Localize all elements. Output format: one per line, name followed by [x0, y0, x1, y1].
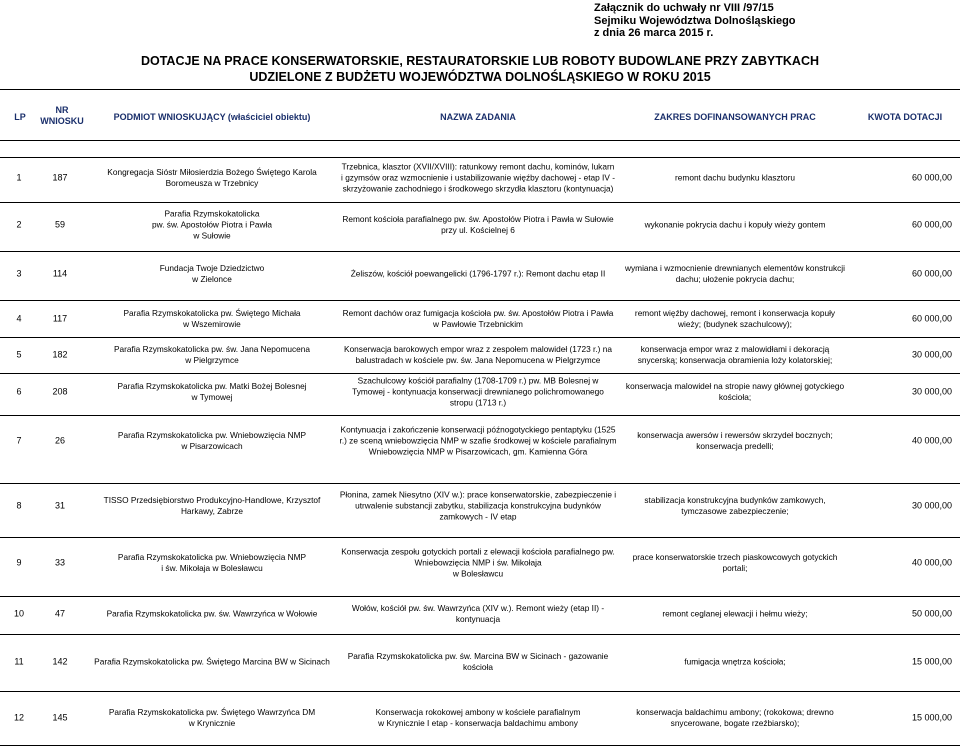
row-task-name [344, 344, 612, 366]
row-applicant [107, 609, 318, 620]
row-task-name-line: w Bolesławcu [452, 568, 504, 579]
row-separator [0, 596, 960, 597]
row-applicant-line: Parafia Rzymskokatolicka pw. Wniebowzięcia NMP [117, 430, 307, 440]
row-task-name-line: Żeliszów, kościół poewangelicki (1796-1797 r.): Remont dachu etap II [350, 268, 606, 279]
row-applicant-line: Parafia Rzymskokatolicka pw. Świętego Marcina BW w Sicinach [94, 656, 330, 667]
header-nr-line-1: NR [55, 105, 69, 115]
document-title-line-1: DOTACJE NA PRACE KONSERWATORSKIE, RESTAURATORSKIE LUB ROBOTY BUDOWLANE PRZY ZABYTKACH [140, 54, 820, 68]
row-task-name [340, 425, 617, 458]
header-bottom-border [0, 140, 960, 141]
row-separator [0, 300, 960, 301]
row-scope-line: snycerowane, bogate rzeźbiarsko); [670, 718, 800, 728]
row-application-number: 31 [54, 500, 66, 511]
row-application-number: 26 [54, 435, 66, 446]
row-grant-amount: 40 000,00 [911, 557, 952, 568]
row-application-number: 208 [52, 386, 68, 397]
row-applicant-line: Parafia Rzymskokatolicka pw. św. Jana Nepomucena [114, 344, 310, 354]
row-applicant-line: Fundacja Twoje Dziedzictwo [159, 263, 265, 273]
row-task-name-line: Trzebnica, klasztor (XVII/XVIII): ratunkowy remont dachu, kominów, lukarn [341, 161, 615, 172]
row-application-number: 59 [54, 219, 66, 230]
row-scope-line: tymczasowe zabezpieczenie; [681, 506, 789, 516]
row-task-name [340, 490, 616, 523]
row-applicant [123, 308, 300, 330]
row-task-name-line: zamkowych - IV etap [439, 511, 517, 522]
row-scope [637, 430, 833, 452]
row-applicant [109, 707, 315, 729]
row-task-name-line: przy ul. Kościelnej 6 [441, 225, 515, 235]
row-scope-line: snycerską; konserwacja obramienia loży kolatorskiej; [637, 355, 833, 365]
row-separator [0, 337, 960, 338]
annex-line-2: Sejmiku Województwa Dolnośląskiego [594, 14, 796, 27]
row-lp: 5 [16, 349, 22, 360]
row-task-name-line: kontynuacja [455, 614, 501, 624]
row-separator [0, 634, 960, 635]
row-applicant-line: w Pisarzowicach [181, 441, 243, 451]
row-task-name-line: Konserwacja barokowych empor wraz z zespołem malowideł (1723 r.) na [344, 344, 612, 354]
row-application-number: 117 [52, 313, 68, 324]
row-applicant-line: Parafia Rzymskokatolicka pw. Wniebowzięcia NMP [117, 552, 307, 562]
row-lp: 7 [16, 435, 22, 446]
row-applicant-line: Harkawy, Zabrze [180, 506, 244, 516]
row-scope-line: remont więźby dachowej, remont i konserwacja kopuły [634, 308, 836, 318]
row-applicant-line: w Pielgrzymce [185, 355, 239, 365]
row-scope-line: konserwacja baldachimu ambony; (rokokowa; drewno [636, 707, 834, 717]
row-task-name-line: Konserwacja rokokowej ambony w kościele parafialnym [375, 707, 581, 717]
row-application-number: 182 [52, 349, 68, 360]
row-grant-amount: 15 000,00 [911, 712, 952, 723]
row-task-name [343, 308, 614, 330]
row-scope-line: stabilizacja konstrukcyjna budynków zamkowych, [644, 495, 826, 505]
row-separator [0, 745, 960, 746]
row-scope [625, 263, 845, 285]
row-lp: 1 [16, 172, 22, 183]
row-applicant [152, 209, 272, 242]
row-task-name-line: Wołów, kościół pw. św. Wawrzyńca (XIV w.). Remont wieży (etap II) - [351, 603, 605, 613]
row-scope [644, 495, 825, 517]
row-scope [636, 707, 833, 729]
row-applicant-line: w Zielonce [192, 274, 232, 284]
row-scope [635, 308, 835, 330]
row-scope-line: konserwacja malowideł na stropie nawy głównej gotyckiego [625, 381, 845, 391]
row-application-number: 187 [52, 172, 68, 183]
row-lp: 6 [16, 386, 22, 397]
row-task-name-line: balustradach w kościele pw. św. Jana Nepomucena w Pielgrzymce [355, 355, 601, 365]
row-task-name [376, 707, 581, 729]
row-applicant-line: Parafia Rzymskokatolicka [164, 208, 260, 219]
row-applicant [107, 167, 316, 189]
row-task-name-line: Wniebowzięcia NMP i św. Mikołaja [414, 557, 542, 568]
row-lp: 8 [16, 500, 22, 511]
row-task-name-line: Konserwacja zespołu gotyckich portali z elewacji kościoła parafialnego pw. [341, 546, 615, 557]
row-grant-amount: 50 000,00 [911, 608, 952, 619]
document-title-line-2: UDZIELONE Z BUDŻETU WOJEWÓDZTWA DOLNOŚLĄSKIEGO W ROKU 2015 [249, 70, 711, 84]
row-task-name-line: Szachulcowy kościół parafialny (1708-1709 r.) pw. MB Bolesnej w [357, 375, 599, 386]
row-scope-line: fumigacja wnętrza kościoła; [684, 656, 786, 667]
row-lp: 2 [16, 219, 22, 230]
row-scope [675, 173, 795, 184]
row-task-name-line: w Krynicznie I etap - konserwacja baldachimu ambony [378, 718, 578, 728]
row-application-number: 142 [52, 656, 68, 667]
row-separator [0, 373, 960, 374]
row-applicant [118, 430, 306, 452]
row-applicant-line: Parafia Rzymskokatolicka pw. Matki Bożej Bolesnej [117, 381, 307, 391]
row-task-name [352, 603, 604, 625]
row-task-name [348, 651, 609, 673]
row-task-name [352, 376, 604, 409]
row-grant-amount: 60 000,00 [911, 268, 952, 279]
header-nr-line-2: WNIOSKU [40, 116, 84, 126]
row-application-number: 114 [52, 268, 68, 279]
row-lp: 11 [14, 656, 24, 667]
row-grant-amount: 30 000,00 [911, 500, 952, 511]
row-grant-amount: 30 000,00 [911, 386, 952, 397]
row-applicant-line: w Tymowej [191, 392, 233, 402]
row-separator [0, 537, 960, 538]
row-applicant [160, 263, 265, 285]
row-applicant [117, 381, 306, 403]
row-grant-amount: 30 000,00 [911, 349, 952, 360]
row-scope-line: wykonanie pokrycia dachu i kopuły wieży gontem [644, 219, 826, 230]
row-separator [0, 483, 960, 484]
row-application-number: 145 [52, 712, 68, 723]
row-applicant-line: Parafia Rzymskokatolicka pw. Świętego Michała [123, 308, 301, 318]
row-task-name-line: Remont kościoła parafialnego pw. św. Apostołów Piotra i Pawła w Sułowie [342, 214, 614, 224]
row-scope-line: konserwacja predelli; [696, 441, 774, 451]
row-scope-line: wieży; (budynek szachulcowy); [678, 319, 792, 329]
row-scope-line: wymiana i wzmocnienie drewnianych elementów konstrukcji [625, 263, 845, 273]
row-applicant [114, 344, 310, 366]
header-subject: PODMIOT WNIOSKUJĄCY (właściciel obiektu) [113, 112, 311, 122]
row-scope [633, 552, 838, 574]
row-scope-line: konserwacja awersów i rewersów skrzydeł bocznych; [637, 430, 833, 440]
row-task-name [341, 547, 614, 580]
row-grant-amount: 60 000,00 [911, 172, 952, 183]
row-task-name [351, 269, 606, 280]
row-application-number: 47 [54, 608, 66, 619]
row-task-name-line: Wniebowzięcia NMP w Pisarzowicach, gm. Kamienna Góra [368, 446, 588, 457]
row-applicant [94, 657, 330, 668]
row-scope [626, 381, 844, 403]
row-scope-line: kościoła; [718, 392, 752, 402]
row-scope-line: remont dachu budynku klasztoru [675, 172, 795, 183]
header-amount: KWOTA DOTACJI [867, 112, 943, 122]
row-applicant-line: Parafia Rzymskokatolicka pw. Świętego Wawrzyńca DM [108, 707, 316, 717]
row-task-name-line: Tymowej - kontynuacja konserwacji drewnianego polichromowanego [352, 386, 604, 397]
row-task-name-line: Kontynuacja i zakończenie konserwacji późnogotyckiego pentaptyku (1525 [340, 424, 616, 435]
row-task-name-line: skrzyżowanie zachodniego i środkowego skrzydła klasztoru (kontynuacja) [342, 183, 614, 194]
row-lp: 9 [16, 557, 22, 568]
row-applicant-line: w Sułowie [193, 230, 231, 241]
row-lp: 10 [13, 608, 25, 619]
row-task-name-line: utrwalenie substancji zabytku, stabilizacja konstrukcyjna budynków [355, 500, 601, 511]
row-scope-line: konserwacja empor wraz z malowidłami i dekoracją [640, 344, 830, 354]
row-task-name [341, 162, 615, 195]
row-grant-amount: 40 000,00 [911, 435, 952, 446]
row-applicant-line: i św. Mikołaja w Bolesławcu [161, 563, 263, 573]
row-task-name-line: stropu (1713 r.) [449, 397, 507, 408]
row-separator [0, 415, 960, 416]
row-scope-line: portali; [722, 563, 748, 573]
header-scope: ZAKRES DOFINANSOWANYCH PRAC [654, 112, 816, 122]
annex-note [594, 2, 796, 40]
row-grant-amount: 60 000,00 [911, 219, 952, 230]
row-applicant-line: pw. św. Apostołów Piotra i Pawła [152, 219, 272, 230]
row-scope [638, 344, 833, 366]
row-application-number: 33 [54, 557, 66, 568]
row-lp: 3 [16, 268, 22, 279]
row-applicant-line: TISSO Przedsiębiorstwo Produkcyjno-Handlowe, Krzysztof [103, 495, 321, 505]
row-scope-line: remont ceglanej elewacji i hełmu wieży; [662, 608, 808, 619]
row-applicant-line: w Wszemirowie [183, 319, 241, 329]
row-scope [645, 220, 826, 231]
row-scope [662, 609, 807, 620]
annex-line-1: Załącznik do uchwały nr VIII /97/15 [594, 2, 774, 14]
row-task-name-line: Płonina, zamek Niesytno (XIV w.): prace konserwatorskie, zabezpieczenie i [339, 489, 617, 500]
row-applicant-line: Parafia Rzymskokatolicka pw. św. Wawrzyńca w Wołowie [106, 608, 318, 619]
row-separator [0, 251, 960, 252]
row-scope [684, 657, 785, 668]
row-task-name-line: r.) ze sceną wniebowzięcia NMP w szafie środkowej w kościele parafialnym [339, 435, 617, 446]
row-applicant-line: Kongregacja Sióstr Miłosierdzia Bożego Świętego Karola [107, 167, 317, 177]
row-task-name-line: Remont dachów oraz fumigacja kościoła pw. św. Apostołów Piotra i Pawła [342, 308, 614, 318]
row-separator [0, 202, 960, 203]
row-task-name [342, 214, 613, 236]
row-task-name-line: Parafia Rzymskokatolicka pw. św. Marcina BW w Sicinach - gazowanie [347, 651, 609, 661]
row-separator [0, 157, 960, 158]
row-scope-line: prace konserwatorskie trzech piaskowcowych gotyckich [632, 552, 838, 562]
row-separator [0, 691, 960, 692]
row-applicant [118, 552, 306, 574]
row-scope-line: dachu; ułożenie pokrycia dachu; [675, 274, 795, 284]
row-task-name-line: kościoła [463, 662, 493, 672]
row-task-name-line: w Pawłowie Trzebnickim [433, 319, 523, 329]
header-task: NAZWA ZADANIA [440, 112, 516, 122]
row-applicant [104, 495, 321, 517]
row-lp: 4 [16, 313, 22, 324]
row-applicant-line: Boromeusza w Trzebnicy [165, 178, 259, 188]
row-grant-amount: 60 000,00 [911, 313, 952, 324]
table-top-border [0, 89, 960, 90]
annex-line-3: z dnia 26 marca 2015 r. [594, 27, 714, 39]
row-lp: 12 [13, 712, 25, 723]
header-nr [40, 105, 84, 127]
row-task-name-line: i gzymsów oraz wzmocnienie i ustabilizowanie więźby dachowej - etap IV - [341, 172, 615, 183]
row-applicant-line: w Krynicznie [188, 718, 236, 728]
row-grant-amount: 15 000,00 [911, 656, 952, 667]
header-lp: LP [14, 112, 26, 122]
